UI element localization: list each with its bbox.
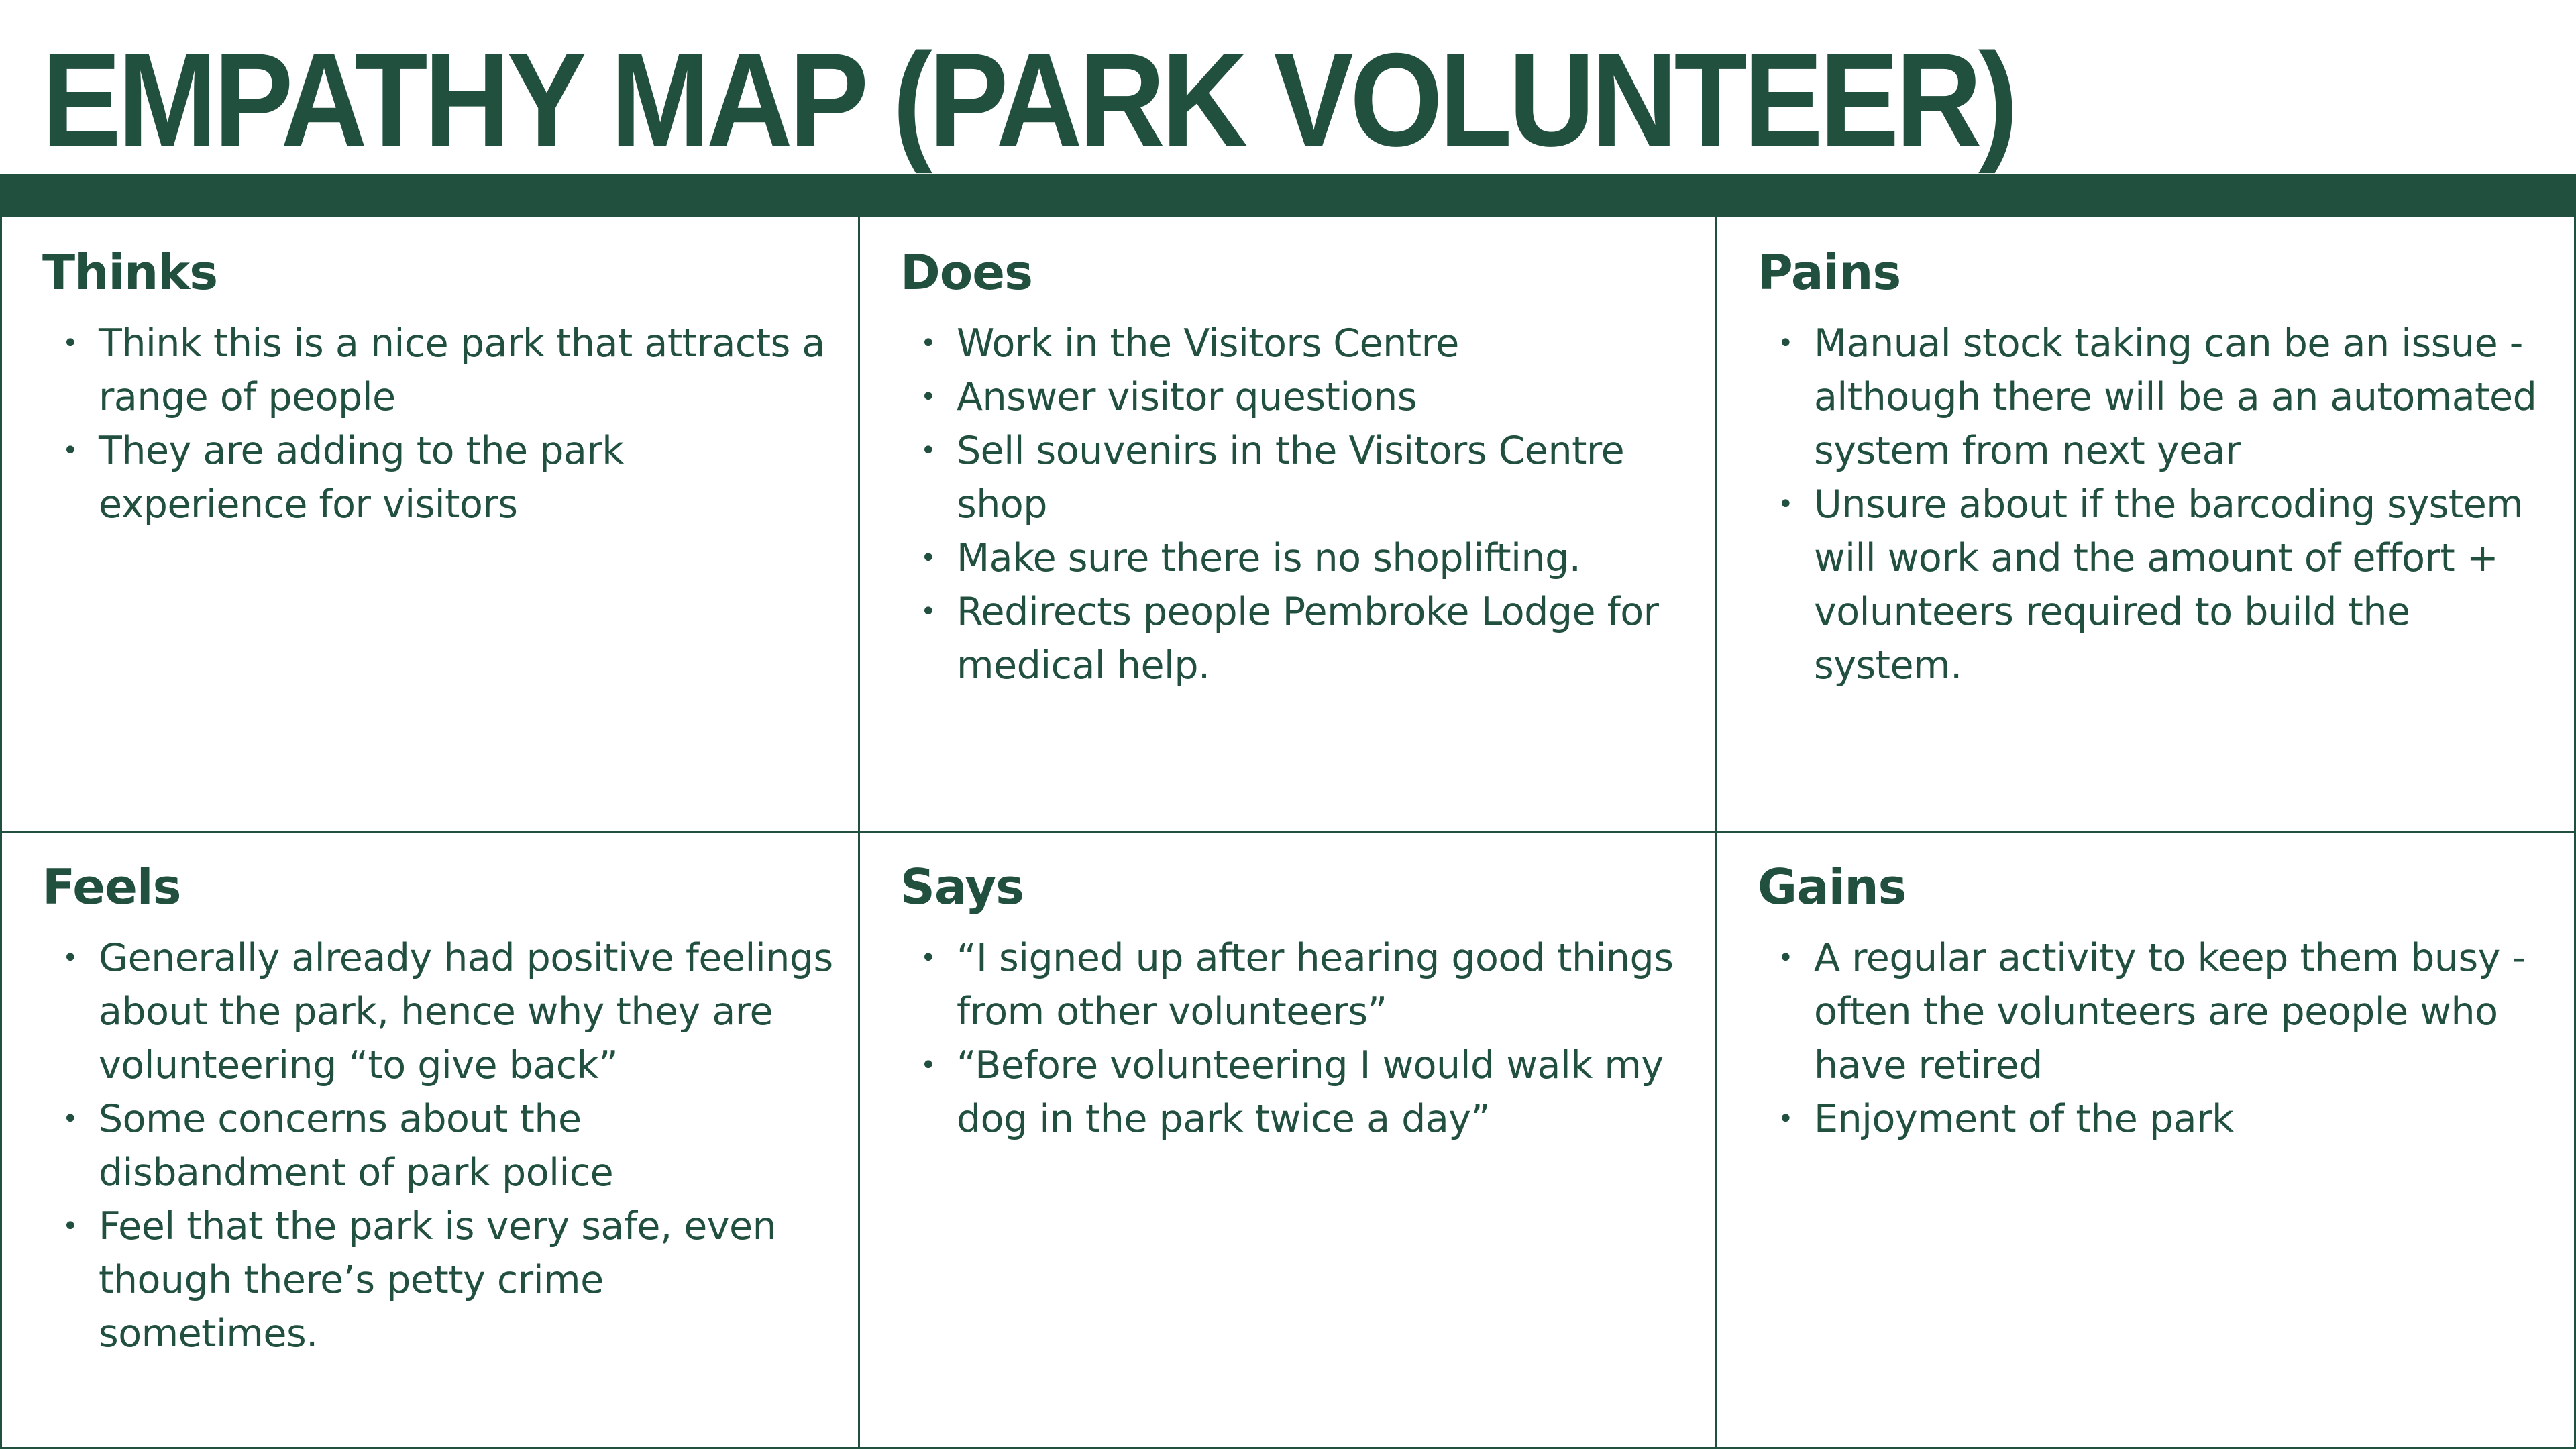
list-item: • They are adding to the park experience for visitors bbox=[42, 424, 833, 531]
list-item: • Some concerns about the disbandment of park police bbox=[42, 1092, 833, 1199]
list-item: • Enjoyment of the park bbox=[1758, 1092, 2547, 1146]
empathy-map-grid bbox=[0, 217, 2576, 1449]
list-item: • Work in the Visitors Centre bbox=[900, 317, 1690, 370]
list-item: • Unsure about if the barcoding system will work and the amount of effort + volunteers required to build the system. bbox=[1758, 478, 2547, 692]
list-item: • “Before volunteering I would walk my dog in the park twice a day” bbox=[900, 1038, 1690, 1146]
list-item: • Answer visitor questions bbox=[900, 370, 1690, 424]
quadrant-gains bbox=[1715, 831, 2576, 1449]
title-divider-bar bbox=[0, 174, 2576, 217]
list-item: • “I signed up after hearing good things from other volunteers” bbox=[900, 931, 1690, 1038]
quadrant-thinks bbox=[0, 217, 860, 833]
quadrant-list bbox=[900, 931, 1690, 1146]
quadrant-does bbox=[858, 217, 1717, 833]
quadrant-heading: Gains bbox=[1758, 859, 1907, 915]
quadrant-feels bbox=[0, 831, 860, 1449]
list-item: • Redirects people Pembroke Lodge for medical help. bbox=[900, 585, 1690, 692]
quadrant-heading: Says bbox=[900, 859, 1024, 915]
quadrant-list bbox=[1758, 317, 2547, 692]
quadrant-heading: Does bbox=[900, 244, 1032, 301]
quadrant-heading: Pains bbox=[1758, 244, 1901, 301]
list-item: • Make sure there is no shoplifting. bbox=[900, 531, 1690, 585]
list-item: • A regular activity to keep them busy - often the volunteers are people who have retired bbox=[1758, 931, 2547, 1092]
list-item: • Feel that the park is very safe, even though there’s petty crime sometimes. bbox=[42, 1199, 833, 1360]
list-item: • Manual stock taking can be an issue - although there will be a an automated system from next year bbox=[1758, 317, 2547, 478]
quadrant-list bbox=[1758, 931, 2547, 1146]
quadrant-heading: Thinks bbox=[42, 244, 218, 301]
page-title: EMPATHY MAP (PARK VOLUNTEER) bbox=[42, 25, 2015, 174]
list-item: • Think this is a nice park that attracts a range of people bbox=[42, 317, 833, 424]
quadrant-says bbox=[858, 831, 1717, 1449]
quadrant-heading: Feels bbox=[42, 859, 181, 915]
list-item: • Sell souvenirs in the Visitors Centre shop bbox=[900, 424, 1690, 531]
quadrant-list bbox=[42, 317, 833, 531]
list-item: • Generally already had positive feelings about the park, hence why they are volunteering “to give back” bbox=[42, 931, 833, 1092]
quadrant-pains bbox=[1715, 217, 2576, 833]
quadrant-list bbox=[900, 317, 1690, 692]
quadrant-list bbox=[42, 931, 833, 1360]
